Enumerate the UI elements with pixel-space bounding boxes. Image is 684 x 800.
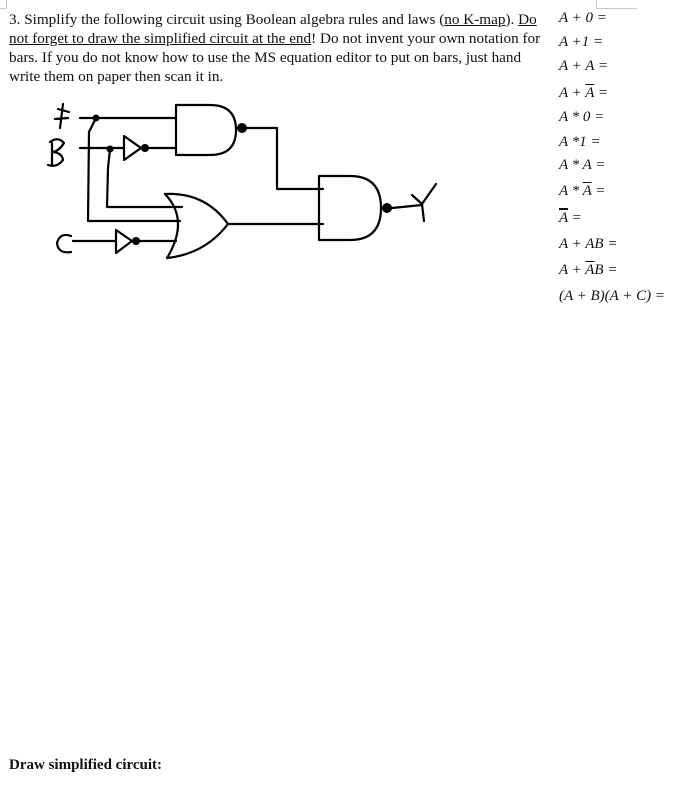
law-text: A + AB = [559,236,618,252]
law-overbar-term: $\overline{A}$ [582,183,592,199]
law-text: A *1 = [559,134,601,150]
input-b-label [0,0,64,166]
law-text: A * 0 = [559,109,605,125]
problem-after-kmap: ). [505,11,515,28]
boolean-law-item [559,157,605,174]
law-text-tail: B = [594,262,618,278]
boolean-law-item [559,210,582,227]
boolean-law-item [559,134,601,151]
nand-gate-1 [176,105,323,189]
wire-b-to-or [107,149,182,207]
boolean-law-item [559,109,604,126]
law-text: A * A = [559,157,606,173]
draw-simplified-circuit-label: Draw simplified circuit: [9,757,163,773]
boolean-law-item [559,10,607,27]
boolean-law-item [559,85,608,102]
law-text: A + 0 = [559,10,607,26]
law-text: A * [559,183,583,199]
law-overbar-term: $\overline{A}$ [585,262,595,278]
boolean-law-item [559,236,617,253]
no-kmap-text: no K-map [444,11,506,28]
law-text: A + A = [559,58,609,74]
boolean-law-item [559,288,665,305]
nand-gate-output [319,176,422,240]
law-overbar-term: $\overline{A}$ [559,210,568,226]
boolean-law-item [559,262,617,279]
wire-a-to-or [88,118,180,221]
boolean-law-item [559,34,603,51]
input-a-label [0,0,69,128]
boolean-law-item [559,183,605,200]
law-text: (A + B)(A + C) = [559,288,666,304]
law-text-tail: = [594,85,609,101]
boolean-law-item [559,58,608,75]
law-text: A + [559,85,586,101]
not-gate-c [73,230,176,253]
law-text: A + [559,262,586,278]
or-gate [165,194,323,258]
not-gate-b [124,136,176,160]
law-text-tail: = [591,183,606,199]
problem-intro: 3. Simplify the following circuit using Boolean algebra rules and laws ( [9,11,445,28]
wire-b [80,146,124,153]
law-text-tail: = [567,210,582,226]
reminder-text: Do not forget to draw the simplified circuit at the end [9,11,537,47]
law-text: A +1 = [559,34,604,50]
law-overbar-term: $\overline{A}$ [585,85,595,101]
problem-rest: ! Do not invent your own notation for bars. If you do not know how to use the MS equation editor to put on bars, just hand write them on paper then scan it in. [9,30,541,85]
